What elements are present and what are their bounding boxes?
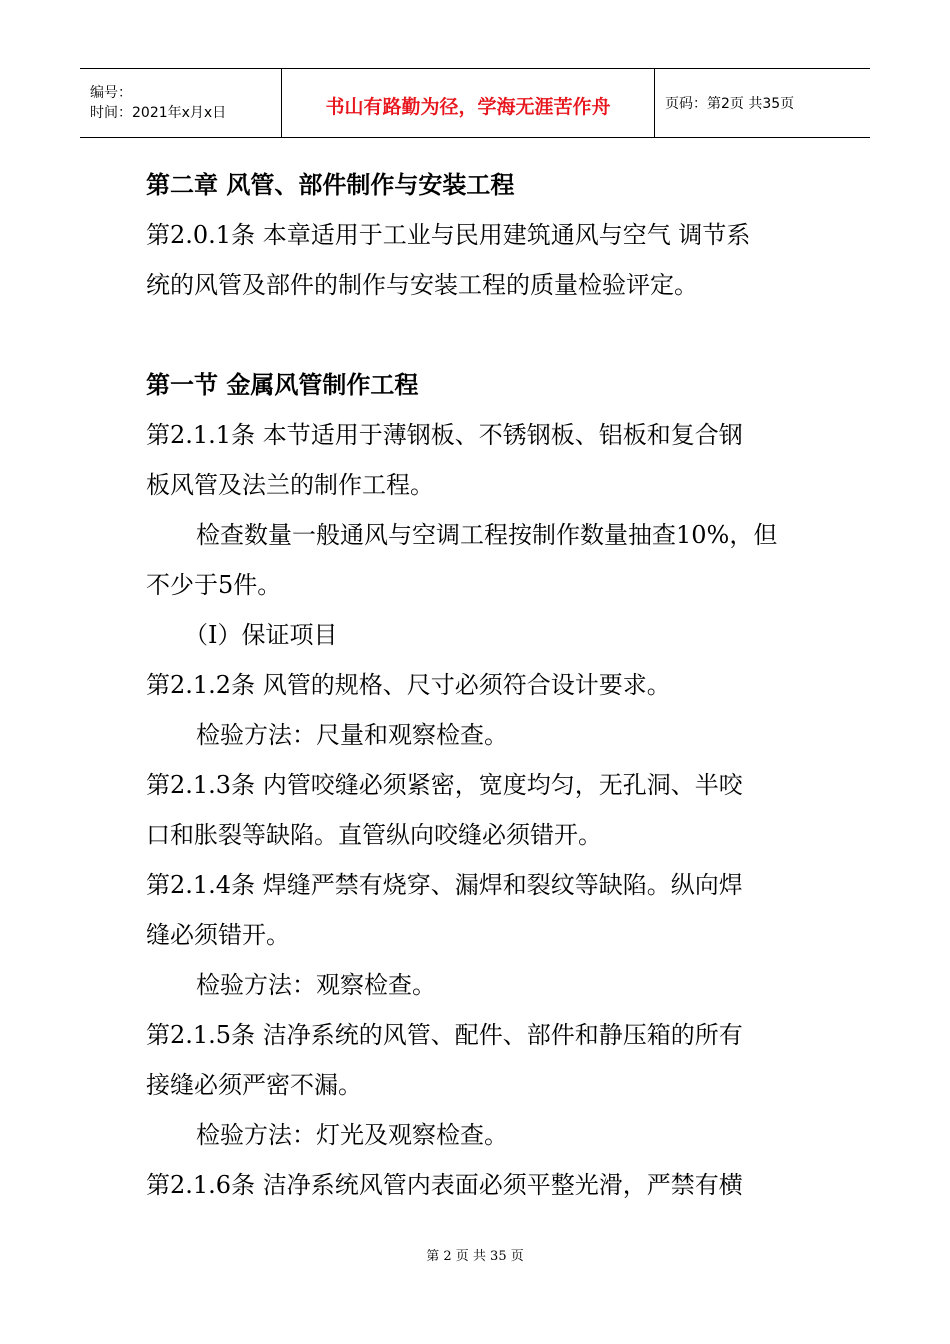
clause-2-0-1-line-1: 第2.0.1条 本章适用于工业与民用建筑通风与空气 调节系 — [146, 221, 751, 249]
clause-2-1-1-line-1: 第2.1.1条 本节适用于薄钢板、不锈钢板、铝板和复合钢 — [146, 421, 743, 449]
check-quantity-line-2: 不少于5件。 — [146, 571, 282, 599]
inspection-method-2-1-5: 检验方法：灯光及观察检查。 — [196, 1121, 508, 1149]
clause-2-1-6-line-1: 第2.1.6条 洁净系统风管内表面必须平整光滑，严禁有横 — [146, 1171, 743, 1199]
clause-2-1-3-line-1: 第2.1.3条 内管咬缝必须紧密，宽度均匀，无孔洞、半咬 — [146, 771, 743, 799]
check-quantity-line-1: 检查数量一般通风与空调工程按制作数量抽查10%，但 — [196, 521, 778, 549]
document-body — [146, 160, 806, 1210]
clause-2-1-3-line-2: 口和胀裂等缺陷。直管纵向咬缝必须错开。 — [146, 821, 602, 849]
clause-2-1-5-line-1: 第2.1.5条 洁净系统的风管、配件、部件和静压箱的所有 — [146, 1021, 743, 1049]
clause-2-1-4-line-2: 缝必须错开。 — [146, 921, 290, 949]
inspection-method-2-1-2: 检验方法：尺量和观察检查。 — [196, 721, 508, 749]
section-title: 第一节 金属风管制作工程 — [146, 371, 419, 399]
header-meta — [80, 69, 282, 137]
chapter-title: 第二章 风管、部件制作与安装工程 — [146, 171, 515, 199]
inspection-method-2-1-4: 检验方法：观察检查。 — [196, 971, 436, 999]
clause-2-0-1-line-2: 统的风管及部件的制作与安装工程的质量检验评定。 — [146, 271, 698, 299]
clause-2-1-1-line-2: 板风管及法兰的制作工程。 — [146, 471, 434, 499]
guarantee-items-heading: （I）保证项目 — [184, 621, 338, 649]
header-page-info: 页码：第2页 共35页 — [665, 96, 795, 112]
page-footer: 第 2 页 共 35 页 — [426, 1249, 524, 1264]
document-date: 时间：2021年x月x日 — [90, 105, 227, 121]
document-number-label: 编号： — [90, 85, 132, 101]
clause-2-1-4-line-1: 第2.1.4条 焊缝严禁有烧穿、漏焊和裂纹等缺陷。纵向焊 — [146, 871, 743, 899]
header-motto: 书山有路勤为径，学海无涯苦作舟 — [282, 69, 655, 137]
clause-2-1-5-line-2: 接缝必须严密不漏。 — [146, 1071, 362, 1099]
clause-2-1-2: 第2.1.2条 风管的规格、尺寸必须符合设计要求。 — [146, 671, 671, 699]
page-header — [80, 68, 870, 138]
